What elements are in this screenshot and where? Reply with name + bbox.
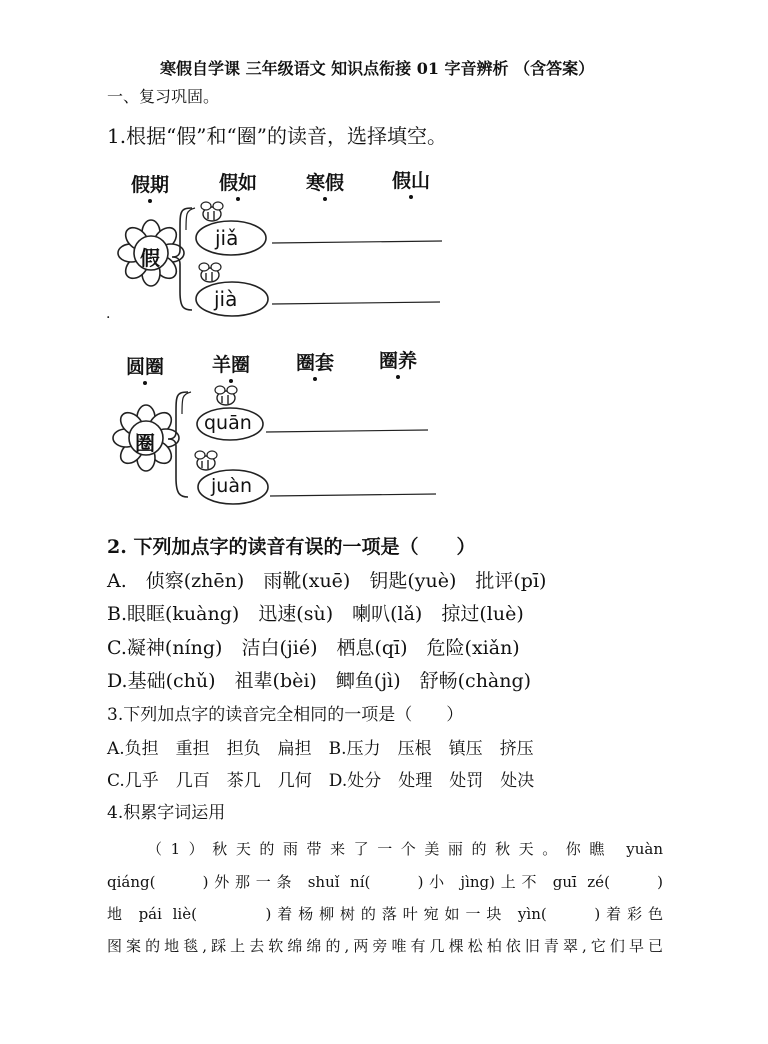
word-yuanquan: 圆圈 [126, 352, 164, 385]
word-jiaru: 假如 [219, 168, 257, 201]
q4-line-3: 地 pái liè( )着杨柳树的落叶宛如一块 yìn( )着彩色 [107, 905, 663, 923]
bee-icon [199, 263, 221, 282]
q4-line-4: 图案的地毯,踩上去软绵绵的,两旁唯有几棵松柏依旧青翠,它们早已 [107, 937, 663, 955]
q2-option-a: A. 侦察(zhēn) 雨靴(xuē) 钥匙(yuè) 批评(pī) [107, 570, 547, 592]
q2-option-d: D.基础(chǔ) 祖辈(bèi) 鲫鱼(jì) 舒畅(chàng) [107, 670, 532, 692]
q2-option-b: B.眼眶(kuàng) 迅速(sù) 喇叭(lǎ) 掠过(luè) [107, 603, 524, 625]
q2-option-c: C.凝神(níng) 洁白(jié) 栖息(qī) 危险(xiǎn) [107, 637, 520, 659]
question-1-prompt: 1.根据“假”和“圈”的读音，选择填空。 [107, 124, 447, 148]
flower-char-jia: 假 [140, 246, 160, 270]
pinyin-juan4: juàn [211, 475, 253, 497]
question-3-prompt: 3.下列加点字的读音完全相同的一项是（ ） [107, 705, 464, 725]
q3-options-ab: A.负担 重担 担负 扁担 B.压力 压根 镇压 挤压 [107, 739, 534, 759]
pinyin-jia4: jià [214, 287, 238, 311]
page-title: 寒假自学课 三年级语文 知识点衔接 01 字音辨析 （含答案） [160, 59, 595, 78]
word-yangjuan: 羊圈 [212, 350, 250, 383]
question-4-prompt: 4.积累字词运用 [107, 803, 226, 823]
word-quantao: 圈套 [296, 348, 334, 381]
word-jiaqi: 假期 [131, 170, 169, 203]
flower-char-quan: 圈 [135, 431, 155, 455]
q4-line-1: （1）秋天的雨带来了一个美丽的秋天。你瞧 yuàn [147, 840, 663, 858]
bee-icon [195, 451, 217, 470]
q3-options-cd: C.几乎 几百 茶几 几何 D.处分 处理 处罚 处决 [107, 771, 535, 791]
section-heading: 一、复习巩固。 [107, 87, 220, 106]
pinyin-quan1: quān [204, 412, 252, 434]
stray-dot: . [106, 306, 111, 322]
word-hanjia: 寒假 [306, 168, 344, 201]
word-quanyang: 圈养 [379, 346, 417, 379]
bee-icon [201, 202, 223, 221]
question-2-prompt: 2. 下列加点字的读音有误的一项是（ ） [107, 536, 476, 558]
bee-icon [215, 386, 237, 405]
word-jiashan: 假山 [392, 166, 430, 199]
q4-line-2: qiáng( )外那一条 shuǐ ní( )小 jìng)上不 guī zé( ) [107, 873, 663, 891]
pinyin-jia3: jiǎ [215, 226, 239, 250]
